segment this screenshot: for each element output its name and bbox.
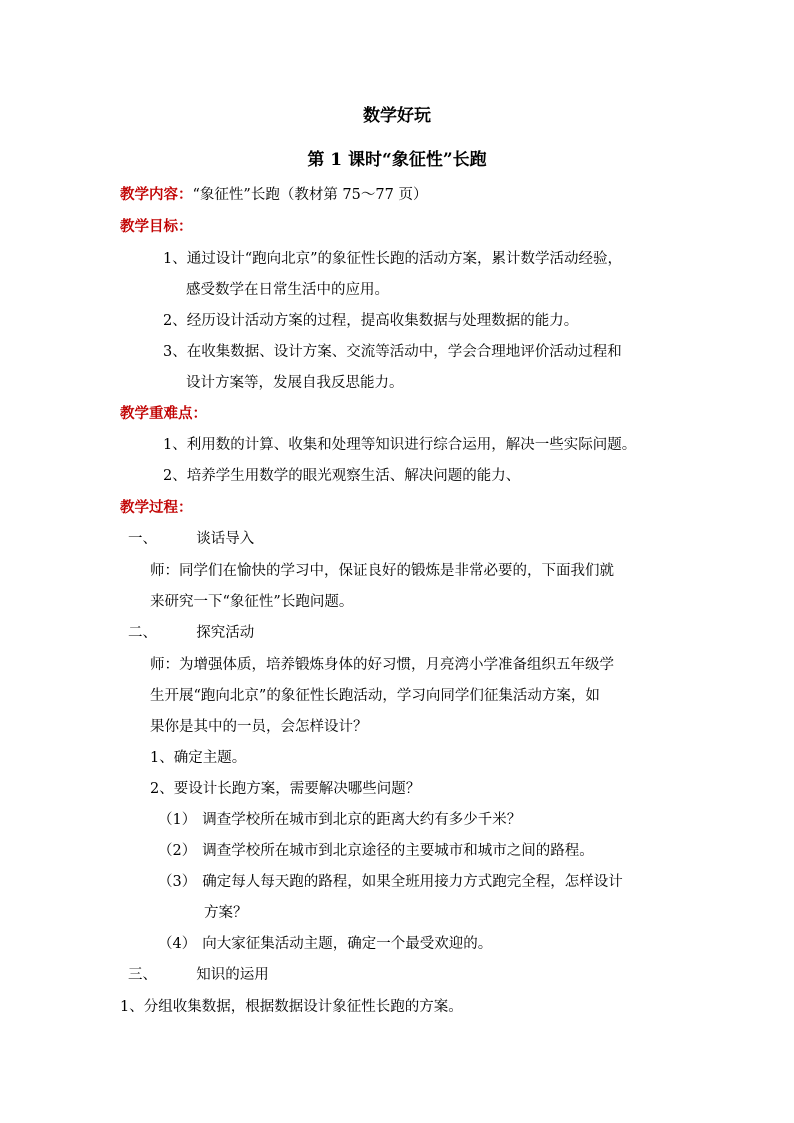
difficulties-label: 教学重难点： xyxy=(120,405,207,422)
paragraph-line: 师：同学们在愉快的学习中，保证良好的锻炼是非常必要的，下面我们就 xyxy=(150,563,614,579)
question-item xyxy=(158,841,594,861)
goals-label: 教学目标： xyxy=(120,218,193,235)
goal-item: 3、在收集数据、设计方案、交流等活动中，学会合理地评价活动过程和 xyxy=(163,344,622,360)
section-number: 三、 xyxy=(128,967,157,983)
goal-item: 2、经历设计活动方案的过程，提高收集数据与处理数据的能力。 xyxy=(163,313,579,329)
goal-item: 感受数学在日常生活中的应用。 xyxy=(186,282,389,298)
step-item: 2、要设计长跑方案，需要解决哪些问题？ xyxy=(150,781,421,797)
section-title: 知识的运用 xyxy=(196,967,269,983)
question-text: 调查学校所在城市到北京途径的主要城市和城市之间的路程。 xyxy=(202,843,594,859)
goal-item: 设计方案等，发展自我反思能力。 xyxy=(186,375,404,391)
question-item xyxy=(158,810,521,830)
paragraph-line: 果你是其中的一员，会怎样设计？ xyxy=(150,719,368,735)
section-heading-3 xyxy=(128,965,269,985)
paragraph-line: 1、分组收集数据，根据数据设计象征性长跑的方案。 xyxy=(120,999,463,1015)
question-number: （3） xyxy=(158,874,197,890)
page-title: 数学好玩 xyxy=(363,106,431,126)
section-heading-1 xyxy=(128,529,254,549)
paragraph-line: 师：为增强体质，培养锻炼身体的好习惯，月亮湾小学准备组织五年级学 xyxy=(150,657,614,673)
section-title: 探究活动 xyxy=(196,625,255,641)
difficulty-item: 2、培养学生用数学的眼光观察生活、解决问题的能力、 xyxy=(163,468,521,484)
question-text: 向大家征集活动主题，确定一个最受欢迎的。 xyxy=(202,936,493,952)
section-heading-2 xyxy=(128,623,254,643)
paragraph-line: 来研究一下“象征性”长跑问题。 xyxy=(150,594,354,610)
question-number: （4） xyxy=(158,936,197,952)
content-line xyxy=(120,185,427,205)
lesson-subtitle: 第 1 课时“象征性”长跑 xyxy=(307,150,487,170)
question-text: 调查学校所在城市到北京的距离大约有多少千米？ xyxy=(202,812,522,828)
step-item: 1、确定主题。 xyxy=(150,750,247,766)
section-title: 谈话导入 xyxy=(196,531,255,547)
question-item xyxy=(158,934,492,954)
content-label: 教学内容： xyxy=(120,186,193,203)
difficulty-item: 1、利用数的计算、收集和处理等知识进行综合运用，解决一些实际问题。 xyxy=(163,437,637,453)
goal-item: 1、通过设计“跑向北京”的象征性长跑的活动方案，累计数学活动经验， xyxy=(163,251,623,267)
question-number: （1） xyxy=(158,812,197,828)
question-item xyxy=(158,872,623,892)
process-label: 教学过程： xyxy=(120,499,193,516)
question-continuation: 方案？ xyxy=(204,905,248,921)
paragraph-line: 生开展“跑向北京”的象征性长跑活动，学习向同学们征集活动方案，如 xyxy=(150,688,600,704)
question-number: （2） xyxy=(158,843,197,859)
section-number: 一、 xyxy=(128,531,157,547)
content-value: “象征性”长跑（教材第 75～77 页） xyxy=(192,187,428,203)
section-number: 二、 xyxy=(128,625,157,641)
question-text: 确定每人每天跑的路程，如果全班用接力方式跑完全程，怎样设计 xyxy=(202,874,623,890)
